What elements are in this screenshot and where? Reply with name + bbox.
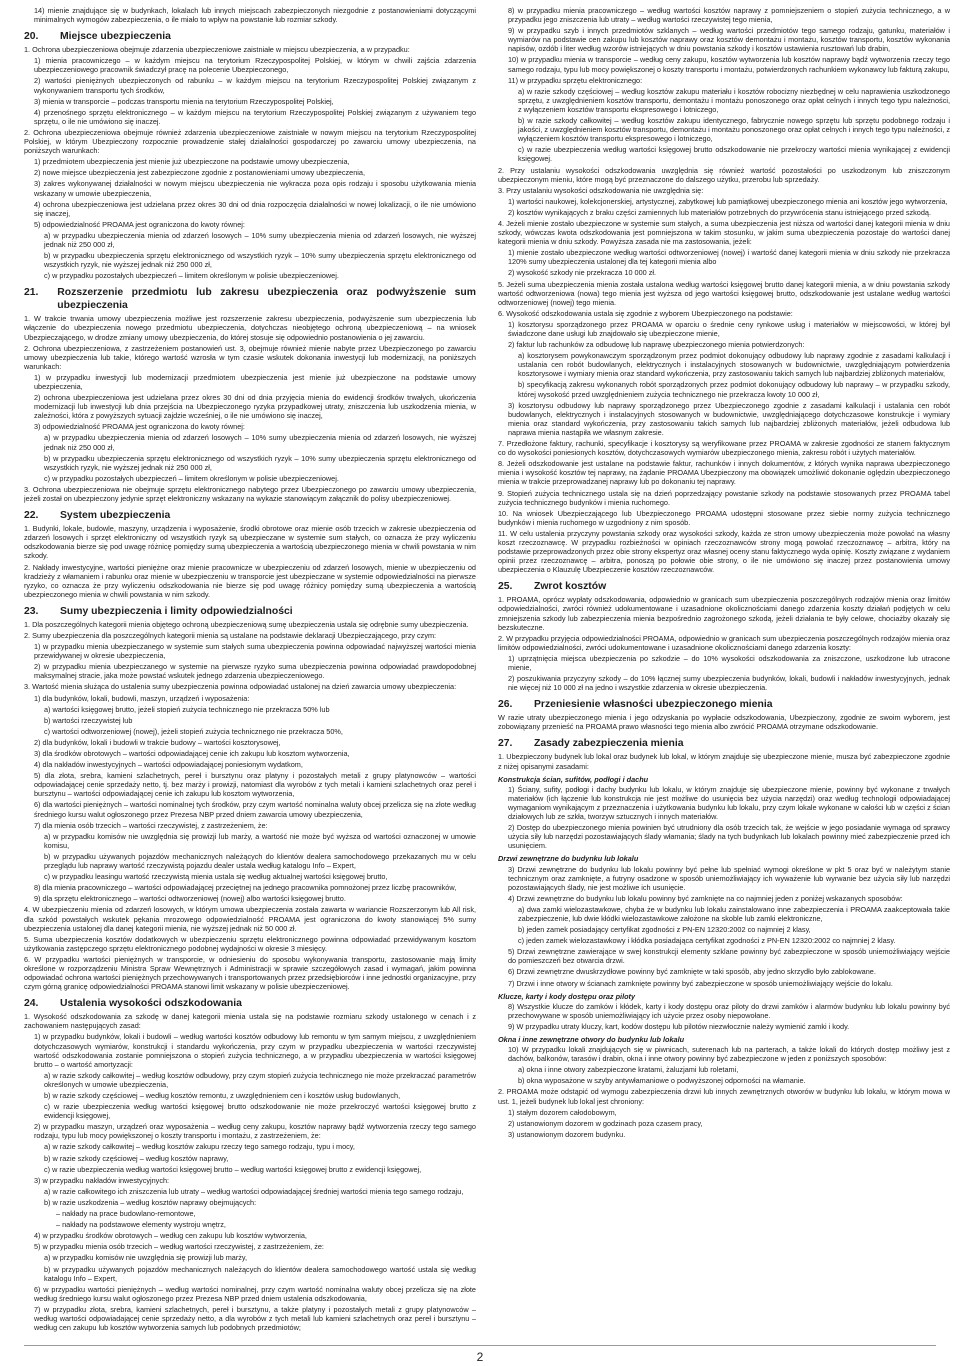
paragraph: 11) w przypadku sprzętu elektronicznego: (508, 75, 643, 85)
paragraph: 2. Przy ustalaniu wysokości odszkodowania uwzględnia się również wartość pozostałości po uszkodzonym lub zniszczonym ubezpieczonym mieniu, które mogą być przeznaczone do dalszego użytku, przerobu lub sprzedaży. (498, 165, 950, 184)
paragraph: 4. W ubezpieczeniu mienia od zdarzeń losowych, w którym umowa ubezpieczenia została zawarta w wariancie Rozszerzonym lub All risk, dla szkód powstałych wskutek pękania mrozowego odpowiedzialność PROAMA jest ograniczona do kwoty stanowiącej 5% sumy ubezpieczenia ustalonej dla danej kategorii mienia, nie wyższej jednak niż 50 000 zł. (24, 905, 476, 933)
paragraph: – nakłady na prace budowlano-remontowe, (56, 1209, 196, 1219)
paragraph: a) w razie całkowitego ich zniszczenia lub utraty – według wartości odpowiadającej średniej wartości mienia tego samego rodzaju, (44, 1186, 464, 1196)
section-title: Zwrot kosztów (534, 581, 607, 593)
section-title: Przeniesienie własności ubezpieczonego mienia (534, 699, 773, 711)
paragraph: 2) ustanowionym dozorem w godzinach poza czasem pracy, (508, 1118, 703, 1128)
paragraph: b) w przypadku używanych pojazdów mechanicznych należących do klientów dealera samochodowego przekazanych mu w celu przeglądu lub naprawy wartość rzeczywistą pojazdu dealer ustala według katalogu Info – Expert, (44, 851, 476, 871)
paragraph: 2) w przypadku mienia ubezpieczanego w systemie na pierwsze ryzyko suma ubezpieczenia powinna odpowiadać prawdopodobnej maksymalnej stracie, jaka może powstać wskutek jednego zdarzenia ubezpieczeniowego. (34, 662, 476, 681)
page-number: 2 (476, 1350, 484, 1364)
paragraph: 2) nowe miejsce ubezpieczenia jest zabezpieczone zgodnie z postanowieniami umowy ubezpieczenia, (34, 168, 365, 178)
paragraph: 2) faktur lub rachunków za odbudowę lub naprawę ubezpieczonego mienia potwierdzonych: (508, 340, 805, 350)
paragraph: 1. W trakcie trwania umowy ubezpieczenia możliwe jest rozszerzenie zakresu ubezpieczenia, podwyższenie sum ubezpieczenia lub włączenie do ubezpieczenia nowego przedmiotu ubezpieczenia, dotychczas nieobjętego ochroną ubezpieczeniową – na wniosek Ubezpieczającego, w drodze zmiany umowy ubezpieczenia, do której stosuje się odpowiednio postanowienia o jej zawarciu. (24, 314, 476, 342)
paragraph: 10. Na wniosek Ubezpieczającego lub Ubezpieczonego PROAMA udostępni stosowane przez siebie normy zużycia technicznego budynków i mienia ruchomego w uzgodniony z nim sposób. (498, 508, 950, 527)
paragraph: 3) odpowiedzialność PROAMA jest ograniczona do kwoty równej: (34, 422, 245, 432)
subheading: Okna i inne zewnętrzne otwory do budynku lub lokalu (498, 1035, 685, 1044)
paragraph: 1. Wysokość odszkodowania za szkodę w danej kategorii mienia ustala się na podstawie rozmiaru szkody ustalonego w cenach i z zachowaniem następujących zasad: (24, 1012, 476, 1031)
section-title: System ubezpieczenia (60, 510, 171, 522)
paragraph: 2) kosztów wynikających z braku części zamiennych lub materiałów potrzebnych do przywrócenia stanu istniejącego przed szkodą. (508, 207, 932, 217)
paragraph: b) jeden zamek posiadający certyfikat zgodności z PN-EN 12320:2002 co najmniej 2 klasy, (518, 925, 811, 935)
paragraph: b) w przypadku używanych pojazdów mechanicznych należących do klientów dealera samochodowego wartość ustala się według katalogu Info – Expert, (44, 1264, 476, 1283)
paragraph: – nakłady na podstawowe elementy wystroju wnętrz, (56, 1220, 226, 1230)
paragraph: 1) uprzątnięcia miejsca ubezpieczenia po szkodzie – do 10% wysokości odszkodowania za zniszczone, uszkodzone lub utracone mienie, (508, 653, 950, 672)
paragraph: a) wartości księgowej brutto, jeżeli stopień zużycia technicznego nie przekracza 50% lub (44, 704, 330, 714)
paragraph: 2. Nakłady inwestycyjne, wartości pieniężne oraz mienie pracownicze w ubezpieczeniu od zdarzeń losowych, mienie w ubezpieczeniu od kradzieży z włamaniem i rabunku oraz mienie w ubezpieczeniu w transporcie jest ubezpieczane w systemie odpowiedzialności na pierwsze ryzyko, co oznacza że przy wyliczeniu odszkodowania nie bierze się pod uwagę różnicy pomiędzy sumą ubezpieczenia a wartością ubezpieczonego mienia w chwili powstania w nim szkody. (24, 562, 476, 599)
section-heading (498, 737, 950, 750)
paragraph: 11. W celu ustalenia przyczyny powstania szkody oraz wysokości szkody, każda ze stron umowy ubezpieczenia może powołać na własny koszt rzeczoznawcę. W przypadku rozbieżności w opiniach rzeczoznawców strony mogą powołać rzeczoznawcę – arbitra, który na podstawie przeprowadzonych przez obie strony ekspertyz oraz własnej oceny stanu faktycznego wyda opinię. Koszty związane z wydaniem opinii przez rzeczoznawcę – arbitra, ponoszą po połowie obie strony, o ile nie umówiono się inaczej przez postanowienia umowy ubezpieczenia o Klauzulę Ubezpieczenie kosztów rzeczoznawców. (498, 528, 950, 575)
section (498, 737, 950, 1138)
paragraph: a) w przypadku komisów nie uwzględnia się prowizji lub marży, a wartość nie może być wyższa od wartości oznaczonej w umowie komisu, (44, 831, 476, 850)
paragraph: 8) dla mienia pracowniczego – wartości odpowiadającej przeciętnej na jednego pracownika pomnożonej przez liczbę pracowników, (34, 883, 457, 893)
paragraph: W razie utraty ubezpieczonego mienia i jego odzyskania po wypłacie odszkodowania, Ubezpieczony, zgodnie ze swoim wyborem, jest zobowiązany przenieść na PROAMA prawo własności tego mienia albo zwrócić PROAMA otrzymane odszkodowanie. (498, 713, 950, 732)
paragraph: 3) Drzwi zewnętrzne do budynku lub lokalu powinny być pełne lub spełniać wymogi określone w pkt 5 oraz być w należytym stanie technicznym oraz zamknięte, a futryny osadzone w sposób uniemożliwiający ich wyważenie lub wyrwanie bez użycia siły lub narzędzi pozostawiających ślady, nie jest możliwe ich usunięcie. (508, 864, 950, 892)
paragraph: 3) kosztorysu odbudowy lub naprawy sporządzonego przez Ubezpieczonego zgodnie z zasadami kalkulacji i ustalania cen robót budowlanych, elektrycznych i instalacyjnych stosowanych w budownictwie, uwzględniającego dotychczasowe konstrukcje i wymiary mienia oraz standard wykończenia, przy zastosowaniu takich samych lub najbardziej zbliżonych materiałów, jeżeli odbudowa lub naprawa mienia nastąpiła we własnym zakresie. (508, 400, 950, 437)
paragraph: 1) kosztorysu sporządzonego przez PROAMA w oparciu o średnie ceny rynkowe usług i materiałów w miejscowości, w której był świadczone dane usługi lub znajdowało się ubezpieczone mienie, (508, 319, 950, 338)
section-heading (24, 509, 476, 522)
section-title: Ustalenia wysokości odszkodowania (60, 998, 242, 1010)
paragraph: c) wartości odtworzeniowej (nowej), jeżeli stopień zużycia technicznego nie przekracza 50%, (44, 726, 343, 736)
paragraph: 3) zakres wykonywanej działalności w nowym miejscu ubezpieczenia nie wykracza poza opis rodzaju i sposobu użytkowania mienia wskazany w umowie ubezpieczenia, (34, 179, 476, 198)
left-column (24, 6, 476, 1346)
paragraph: 8) Wszystkie klucze do zamków i kłódek, karty i kody dostępu oraz piloty do drzwi zamków i alarmów budynku lub lokalu powinny być przechowywane w sposób uniemożliwiający ich użycie przez osoby niepowołane. (508, 1001, 950, 1020)
paragraph: 4. Jeżeli mienie zostało ubezpieczone w systemie sum stałych, a suma ubezpieczenia jest niższa od wartości danej kategorii mienia w dniu szkody, wówczas kwota odszkodowania jest pomniejszona w takim stosunku, w jakim suma ubezpieczenia pozostaje do wartości danej kategorii mienia w dniu szkody. Powyższa zasada nie ma zastosowania, jeżeli: (498, 218, 950, 247)
paragraph: 7. Przedłożone faktury, rachunki, specyfikacje i kosztorysy są weryfikowane przez PROAMA w zakresie zgodności ze stanem faktycznym co do wysokości poniesionych kosztów, dotychczasowych wymiarów ubezpieczonego mienia, zakresu robót i użytych materiałów. (498, 439, 950, 458)
paragraph: 3) ustanowionym dozorem budynku. (508, 1129, 626, 1139)
paragraph: b) w razie uszkodzenia – według kosztów naprawy obejmujących: (44, 1197, 257, 1207)
paragraph: 8) w przypadku mienia pracowniczego – według wartości kosztów naprawy z pomniejszeniem o stopień zużycia technicznego, a w przypadku jego zniszczenia lub utraty – według wartości rzeczywistej tego mienia, (508, 6, 950, 25)
paragraph: b) w przypadku ubezpieczenia sprzętu elektronicznego od wszystkich ryzyk – 10% sumy ubezpieczenia sprzętu elektronicznego od wszystkich ryzyk, nie wyższej jednak niż 250 000 zł, (44, 251, 476, 270)
paragraph: 1) Ściany, sufity, podłogi i dachy budynku lub lokalu, w którym znajduje się ubezpieczone mienie, powinny być wykonane z trwałych materiałów (ich łączenie lub konstrukcja nie jest możliwe do usunięcia bez użycia narzędzi) oraz według technologii odpowiadającej wymaganiom wynikającym z przeznaczenia i użytkowania budynku lub lokalu, przy czym lokale wykonane w całości lub w części z ścian działowych lub ze szkła, tworzyw sztucznych i innych materiałów. (508, 784, 950, 822)
right-column (498, 6, 950, 1346)
paragraph: 3) dla środków obrotowych – wartości odpowiadającej cenie ich zakupu lub kosztom wytworzenia, (34, 749, 350, 758)
paragraph: 10) W przypadku lokali znajdujących się w piwnicach, suterenach lub na parterach, a także lokali do których dostęp możliwy jest z dachów, balkonów, tarasów i drabin, okna i inne otwory powinny być zabezpieczone w jeden z poniższych sposobów: (508, 1045, 950, 1064)
paragraph: 1. PROAMA, oprócz wypłaty odszkodowania, odpowiednio w granicach sum ubezpieczenia poszczególnych rodzajów mienia oraz limitów odpowiedzialności, zwróci również udokumentowane i uzasadnione okolicznościami danego zdarzenia koszty działań podjętych w celu zmniejszenia szkody lub zabezpieczenia mienia bezpośrednio zagrożonego szkodą, jeżeli działania te były celowe, chociażby okazały się bezskuteczne. (498, 595, 950, 632)
paragraph: 3. Ochrona ubezpieczeniowa nie obejmuje sprzętu elektronicznego nabytego przez Ubezpieczonego po zawarciu umowy ubezpieczenia, jeżeli został on ubezpieczony jedynie sprzęt elektroniczny wskazany na wykazie stanowiącym załącznik do polisy ubezpieczeniowej. (24, 484, 476, 504)
section-number: 20. (24, 31, 39, 43)
section (498, 580, 950, 692)
paragraph: b) w przypadku ubezpieczenia sprzętu elektronicznego od wszystkich ryzyk – 10% sumy ubezpieczenia sprzętu elektronicznego od wszystkich ryzyk, nie wyższej jednak niż 250 000 zł, (44, 453, 476, 472)
section-number: 24. (24, 998, 39, 1010)
section-number: 23. (24, 605, 39, 617)
paragraph: b) w razie szkody częściowej – według kosztów naprawy, (44, 1153, 229, 1163)
paragraph: 9) dla sprzętu elektronicznego – wartości odtworzeniowej (nowej) albo wartości księgowej brutto. (34, 894, 346, 904)
paragraph: 4) ochrona ubezpieczeniowa jest udzielana przez okres 30 dni od dnia rozpoczęcia działalności w nowej lokalizacji, o ile nie umówiono się inaczej, (34, 199, 476, 218)
section-heading (24, 30, 476, 43)
paragraph: c) w razie ubezpieczenia według wartości księgowej brutto odszkodowanie nie może przekroczyć wartości księgowej brutto z ewidencji księgowej, (44, 1102, 476, 1121)
paragraph: 1) dla budynków, lokali, budowli, maszyn, urządzeń i wyposażenia: (34, 693, 250, 703)
section-heading (498, 698, 950, 711)
paragraph: c) w razie ubezpieczenia według wartości księgowej brutto odszkodowanie nie przekroczy wartości mienia wynikającej z ewidencji księgowej. (518, 145, 950, 164)
paragraph: b) w razie szkody całkowitej – według kosztów zakupu identycznego, fabrycznie nowego sprzętu lub sprzętu podobnego rodzaju i jakości, z uwzględnieniem kosztów transportu, demontażu i montażu ponoszonego oraz opłat celnych i innych tego typu należności, z wyłączeniem kosztów transportu ekspresowego i lotniczego, (518, 116, 950, 144)
paragraph: c) jeden zamek wielozastawkowy i kłódka posiadająca certyfikat zgodności z PN-EN 12320:2002 co najmniej 2 klasy. (518, 936, 896, 946)
paragraph: 2. W przypadku przyjęcia odpowiedzialności PROAMA, odpowiednio w granicach sum ubezpieczenia poszczególnych rodzajów mienia oraz limitów odpowiedzialności, zwróci udokumentowane i uzasadnione okolicznościami danego zdarzenia koszty: (498, 633, 950, 652)
paragraph: 1) wartości naukowej, kolekcjonerskiej, artystycznej, zabytkowej lub pamiątkowej ubezpieczonego mienia ani kosztów jego wytworzenia, (508, 196, 948, 206)
section-title: Miejsce ubezpieczenia (60, 31, 171, 43)
paragraph: a) kosztorysem powykonawczym sporządzonym przez podmiot dokonujący odbudowy lub naprawy zgodnie z zasadami kalkulacji i ustalania cen robót budowlanych, elektrycznych i instalacyjnych stosowanych w budownictwie, uwzględniającym potwierdzenia kosztorysowe i wymiary mienia oraz standard wykończenia, przy zastosowaniu takich samych lub najbardziej zbliżonych materiałów, (518, 351, 950, 379)
paragraph: 2. Sumy ubezpieczenia dla poszczególnych kategorii mienia są ustalane na podstawie deklaracji Ubezpieczającego, przy czym: (24, 630, 437, 640)
section-title: Rozszerzenie przedmiotu lub zakresu ubezpieczenia oraz podwyższenie sum ubezpieczenia (57, 287, 476, 312)
paragraph: 3) mienia w transporcie – podczas transportu mienia na terytorium Rzeczypospolitej Polskiej, (34, 96, 334, 106)
right-intro (498, 6, 950, 574)
section-heading (24, 605, 476, 618)
right-sections (498, 580, 950, 1139)
section (24, 30, 476, 280)
section-number: 26. (498, 699, 513, 711)
paragraph: 3. Wartość mienia służąca do ustalenia sumy ubezpieczenia powinna odpowiadać ustalonej na dzień zawarcia umowy ubezpieczenia: (24, 682, 457, 692)
section (24, 605, 476, 991)
paragraph: 7) w przypadku złota, srebra, kamieni szlachetnych, pereł i bursztynu, a także platyny i pozostałych metali z grupy platynowców – według wartości odpowiadającej cenie sprzedaży netto, a dla wyrobów z tych metali lub kamieni szlachetnych oraz pereł i bursztynu – według cen zakupu lub kosztów wytworzenia samych lub podobnych przedmiotów; (34, 1304, 476, 1333)
subheading: Konstrukcja ścian, sufitów, podłogi i dachu (498, 774, 649, 784)
section-heading (24, 286, 476, 312)
paragraph: 5. Jeżeli suma ubezpieczenia mienia została ustalona według wartości księgowej brutto danej kategorii mienia, a w dniu powstania szkody wartość odtworzeniowa (nowa) tego mienia jest wyższa od jego wartości księgowej brutto, odszkodowanie jest ustalane według wartości odtworzeniowej (nowej) tego mienia. (498, 279, 950, 307)
paragraph: 2) wysokość szkody nie przekracza 10 000 zł. (508, 268, 657, 278)
paragraph: 7) dla mienia osób trzecich – wartości rzeczywistej, z zastrzeżeniem, że: (34, 820, 268, 830)
paragraph: 2) Dostęp do ubezpieczonego mienia powinien być utrudniony dla osób trzecich tak, że wejście w jego posiadanie wymaga od sprawcy użycia siły lub narzędzi pozostawiających ślady włamania; ślady na tych budynkach lub lokalach powinny mieć zabezpieczenie przed ich usunięciem. (508, 823, 950, 851)
paragraph: a) w przypadku ubezpieczenia mienia od zdarzeń losowych – 10% sumy ubezpieczenia mienia od zdarzeń losowych, nie wyższej jednak niż 250 000 zł, (44, 230, 476, 249)
section-heading (498, 580, 950, 593)
paragraph: c) w razie ubezpieczenia według wartości księgowej brutto – według wartości księgowej brutto z ewidencji księgowej, (44, 1164, 422, 1174)
section-title: Sumy ubezpieczenia i limity odpowiedzialności (60, 605, 293, 617)
paragraph: 2) poszukiwania przyczyny szkody – do 10% łącznej sumy ubezpieczenia budynków, lokali, budowli i nakładów inwestycyjnych, jednak nie więcej niż 10 000 zł na jedno i wszystkie zdarzenia w okresie ubezpieczenia. (508, 674, 950, 693)
paragraph: 1) mienia pracowniczego – w każdym miejscu na terytorium Rzeczypospolitej Polskiej, w którym w chwili zajścia zdarzenia ubezpieczeniowego pracownik świadczył pracę na polecenie Ubezpieczonego, (34, 56, 476, 75)
paragraph: a) okna i inne otwory zabezpieczone kratami, żaluzjami lub roletami, (518, 1065, 739, 1075)
paragraph: 3) w przypadku nakładów inwestycyjnych: (34, 1175, 170, 1185)
paragraph: a) w przypadku komisów nie uwzględnia się prowizji lub marży, (44, 1253, 248, 1263)
left-sections (24, 30, 476, 1332)
paragraph: 5) odpowiedzialność PROAMA jest ograniczona do kwoty równej: (34, 219, 245, 229)
section-number: 21. (24, 287, 39, 299)
section-number: 22. (24, 510, 39, 522)
paragraph: 9) W przypadku utraty kluczy, kart, kodów dostępu lub pilotów niezwłocznie należy wymienić zamki i kody. (508, 1021, 850, 1031)
paragraph: c) w przypadku pozostałych ubezpieczeń – limitem określonym w polisie ubezpieczeniowej. (44, 271, 339, 281)
paragraph: 2) w przypadku maszyn, urządzeń oraz wyposażenia – według ceny zakupu, kosztów naprawy bądź wytworzenia rzeczy tego samego rodzaju, typu lub mocy powiększonej o koszty transportu i montażu, z zastrzeżeniem, że: (34, 1122, 476, 1141)
paragraph: b) w razie szkody częściowej – według kosztów remontu, z uwzględnieniem cen i kosztów usług budowlanych, (44, 1091, 401, 1100)
paragraph: 9. Stopień zużycia technicznego ustala się na dzień poprzedzający powstanie szkody na podstawie stosowanych przez PROAMA tabel zużycia technicznego budynków i mienia ruchomego. (498, 488, 950, 507)
section-title: Zasady zabezpieczenia mienia (534, 738, 684, 750)
paragraph: 2. Ochrona ubezpieczeniowa obejmuje również zdarzenia ubezpieczeniowe zaistniałe w nowym miejscu na terytorium Rzeczypospolitej Polskiej, w którym Ubezpieczony rozpocznie prowadzenie stałej działalności gospodarczej po zawarciu umowy ubezpieczenia, na poniższych warunkach: (24, 127, 476, 156)
paragraph: 1. Dla poszczególnych kategorii mienia objętego ochroną ubezpieczeniową sumę ubezpieczenia ustala się odrębnie sumy ubezpieczenia. (24, 619, 469, 629)
paragraph: 6. Wysokość odszkodowania ustala się zgodnie z wyborem Ubezpieczonego na podstawie: (498, 308, 793, 318)
paragraph: 6. W przypadku wartości pieniężnych w transporcie, w odniesieniu do sposobu wykonywania transportu, zastosowanie mają limity określone w rozporządzeniu Ministra Spraw Wewnętrznych i Administracji w sprawie szczegółowych zasad i wymagań, jakim powinna odpowiadać ochrona wartości pieniężnych przechowywanych i transportowanych przez przedsiębiorców i inne jednostki organizacyjne, przy czym górną granicę odpowiedzialności PROAMA stanowi limit wskazany w polisie ubezpieczeniowej. (24, 954, 476, 992)
paragraph: a) w razie szkody częściowej – według kosztów zakupu materiału i kosztów robocizny niezbędnej w celu naprawienia uszkodzonego sprzętu, z uwzględnieniem kosztów transportu, demontażu i montażu ponoszonego oraz opłat celnych i innych tego typu należności, z wyłączeniem kosztów transportu ekspresowego i lotniczego, (518, 86, 950, 114)
paragraph: 1) przedmiotem ubezpieczenia jest mienie już ubezpieczone na podstawie umowy ubezpieczenia, (34, 157, 350, 167)
paragraph: 1) w przypadku inwestycji lub modernizacji przedmiotem ubezpieczenia jest mienie już ubezpieczone na podstawie umowy ubezpieczenia, (34, 372, 476, 391)
paragraph: 6) w przypadku wartości pieniężnych – według wartości nominalnej, przy czym wartość nominalna waluty obcej przelicza się na złote według średniego kursu walut ogłoszonego przez Prezesa NBP przed dniem ustalenia odszkodowania, (34, 1284, 476, 1303)
paragraph: 2) dla budynków, lokali i budowli w trakcie budowy – wartości kosztorysowej, (34, 737, 281, 747)
section (24, 286, 476, 503)
paragraph: 1) mienie zostało ubezpieczone według wartości odtworzeniowej (nowej) i wartość danej kategorii mienia w dniu szkody nie przekracza 120% sumy ubezpieczenia ustalonej dla tej kategorii mienia albo (508, 248, 950, 267)
paragraph: 14) mienie znajdujące się w budynkach, lokalach lub innych miejscach zabezpieczonych niezgodnie z postanowieniami dotyczącymi minimalnych wymogów zabezpieczenia, o ile miało to wpływ na powstanie lub rozmiar szkody. (34, 6, 476, 25)
paragraph: 4) dla nakładów inwestycyjnych – wartości odpowiadającej poniesionym wydatkom, (34, 760, 303, 770)
paragraph: a) dwa zamki wielozastawkowe, chyba że w budynku lub lokalu zainstalowano inne zabezpieczenia i PROAMA zaakceptowała takie zabezpieczenie, lub dwie kłódki wielozastawkowe założone na skoble lub zamki elektroniczne, (518, 904, 950, 923)
section-number: 25. (498, 581, 513, 593)
paragraph: c) w przypadku leasingu wartość rzeczywistą mienia ustala się według aktualnej wartości księgowej brutto, (44, 872, 388, 882)
paragraph: 2) wartości pieniężnych ubezpieczonych od rabunku – w każdym miejscu na terytorium Rzeczypospolitej Polskiej związanym z wykonywaniem transportu tych środków, (34, 76, 476, 95)
paragraph: a) w razie szkody całkowitej – według kosztów odbudowy, przy czym stopień zużycia technicznego nie może przekraczać parametrów określonych w umowie ubezpieczenia, (44, 1070, 476, 1089)
left-intro (24, 6, 476, 24)
paragraph: 5) Drzwi zewnętrzne zawierające w swej konstrukcji elementy szklane powinny być zabezpieczone w sposób uniemożliwiający wejście do pomieszczeń bez otwarcia drzwi. (508, 947, 950, 966)
section-heading (24, 997, 476, 1010)
paragraph: 4) przenośnego sprzętu elektronicznego – w każdym miejscu na terytorium Rzeczypospolitej Polskiej związanym z używaniem tego sprzętu, o ile nie umówiono się inaczej. (34, 107, 476, 126)
paragraph: 5. Suma ubezpieczenia kosztów dodatkowych w ubezpieczeniu sprzętu elektronicznego powinna odpowiadać przewidywanym kosztom użytkowania zastępczego sprzętu elektronicznego podobnej wydajności w okresie 3 miesięcy. (24, 934, 476, 953)
paragraph: b) specyfikacją zakresu wykonanych robót sporządzonych przez podmiot dokonujący odbudowy lub naprawy – w przypadku szkody, której wysokość przed uwzględnieniem zużycia technicznego nie przekracza kwoty 10 000 zł, (518, 380, 950, 399)
paragraph: 2. Ochrona ubezpieczeniowa, z zastrzeżeniem postanowień ust. 3, obejmuje również mienie nabyte przez Ubezpieczonego po zawarciu umowy ubezpieczenia lub takie, którego wartość wzrosła w tym czasie wskutek dokonania inwestycji lub modernizacji, na poniższych warunkach: (24, 343, 476, 371)
paragraph: 9) w przypadku szyb i innych przedmiotów szklanych – według wartości przedmiotów tego samego rodzaju, gatunku, materiałów i wymiarów na podstawie cen zakupu lub kosztów naprawy oraz kosztów demontażu i montażu, kosztów transportu, kosztów wykonania napisów, ozdób i liter według wzorów istniejących w dniu powstania szkody i kosztów ustawienia rusztowań lub drabin, (508, 26, 950, 54)
paragraph: 3. Przy ustalaniu wysokości odszkodowania nie uwzględnia się: (498, 185, 704, 195)
section-number: 27. (498, 738, 513, 750)
paragraph: 1. Ubezpieczony budynek lub lokal oraz budynek lub lokal, w którym znajduje się ubezpieczone mienie, musza być zabezpieczone zgodnie z niżej opisanymi zasadami: (498, 752, 950, 771)
subheading: Drzwi zewnętrzne do budynku lub lokalu (498, 854, 639, 864)
paragraph: b) wartości rzeczywistej lub (44, 715, 133, 725)
paragraph: b) okna wyposażone w szyby antywłamaniowe o podwyższonej odporności na włamanie. (518, 1076, 806, 1086)
paragraph: 1) w przypadku budynków, lokali i budowli – według wartości kosztów odbudowy lub remontu w tym samym miejscu, z uwzględnieniem dotychczasowych wymiarów, konstrukcji i standardu wykończenia, przy czym w przypadku ubezpieczenia w wartości rzeczywistej wartość odszkodowania zostanie pomniejszona o stopień zużycia technicznego, a w przypadku ubezpieczenia w wartości księgowej brutto – o wartość amortyzacji: (34, 1032, 476, 1069)
paragraph: 1) stałym dozorem całodobowym, (508, 1107, 617, 1117)
paragraph: 10) w przypadku mienia w transporcie – według ceny zakupu, kosztów wytworzenia lub kosztów naprawy bądź wytworzenia rzeczy tego samego rodzaju, typu lub mocy powiększonej o koszty transportu i montażu, potwierdzonych rachunkiem wykonawcy lub fakturą zakupu, (508, 55, 950, 74)
paragraph: 5) w przypadku mienia osób trzecich – według wartości rzeczywistej, z zastrzeżeniem, że: (34, 1242, 324, 1252)
section (24, 509, 476, 599)
paragraph: 2. PROAMA może odstąpić od wymogu zabezpieczenia drzwi lub innych zewnętrznych otworów w budynku lub lokalu, w którym mowa w ust. 1, jeżeli budynek lub lokal jest chroniony: (498, 1087, 950, 1106)
paragraph: c) w przypadku pozostałych ubezpieczeń – limitem określonym w polisie ubezpieczeniowej. (44, 473, 339, 483)
section (24, 997, 476, 1332)
paragraph: a) w przypadku ubezpieczenia mienia od zdarzeń losowych – 10% sumy ubezpieczenia mienia od zdarzeń losowych, nie wyższej jednak niż 250 000 zł, (44, 433, 476, 452)
paragraph: a) w razie szkody całkowitej – według kosztów zakupu rzeczy tego samego rodzaju, typu i mocy, (44, 1142, 355, 1152)
paragraph: 2) ochrona ubezpieczeniowa jest udzielana przez okres 30 dni od dnia przyjęcia mienia do ewidencji środków trwałych, ukończenia modernizacji lub inwestycji lub dnia przejścia na Ubezpieczonego ryzyka przypadkowej utraty, zniszczenia lub uszkodzenia mienia, w zależności, która z powyższych sytuacji zajdzie wcześniej, o ile nie umówiono się inaczej, (34, 393, 476, 421)
footer-rule (24, 1345, 936, 1346)
paragraph: 7) Drzwi i inne otwory w ścianach zamknięte powinny być zabezpieczone w sposób uniemożliwiający wejście do lokalu. (508, 978, 893, 988)
paragraph: 1. Ochrona ubezpieczeniowa obejmuje zdarzenia ubezpieczeniowe zaistniałe w miejscu ubezpieczenia, a w przypadku: (24, 45, 410, 55)
section (498, 698, 950, 731)
paragraph: 6) Drzwi zewnętrzne dwuskrzydłowe powinny być zamknięte w taki sposób, aby jedno skrzydło było zablokowane. (508, 967, 876, 977)
paragraph: 5) dla złota, srebra, kamieni szlachetnych, pereł i bursztynu oraz platyny i pozostałych metali z grupy platynowców – wartości odpowiadającej cenie sprzedaży netto, tj. bez marży i prowizji, natomiast dla wyrobów z tych metali i kamieni szlachetnych oraz pereł i bursztynu – wartości odpowiadającej cenie ich zakupu lub kosztom wytworzenia, (34, 771, 476, 799)
paragraph: 1. Budynki, lokale, budowle, maszyny, urządzenia i wyposażenie, środki obrotowe oraz mienie osób trzecich w zakresie ubezpieczenia od zdarzeń losowych i sprzęt elektroniczny od wszystkich ryzyk są ubezpieczane w systemie sum stałych, co oznacza że przy wyliczeniu odszkodowania bierze się pod uwagę różnicę pomiędzy sumą ubezpieczenia a wartością ubezpieczonego mienia w chwili powstania w nim szkody. (24, 524, 476, 561)
paragraph: 4) w przypadku środków obrotowych – według cen zakupu lub kosztów wytworzenia, (34, 1231, 307, 1241)
paragraph: 8. Jeżeli odszkodowanie jest ustalane na podstawie faktur, rachunków i innych dokumentów, z których wynika naprawa ubezpieczonego mienia i wysokość kosztów tej naprawy, na żądanie PROAMA Ubezpieczony ma obowiązek umożliwić dokonanie oględzin ubezpieczonego mienia w trakcie przeprowadzanej naprawy lub po dokonaniu tej naprawy. (498, 459, 950, 487)
paragraph: 4) Drzwi zewnętrzne do budynku lub lokalu powinny być zamknięte na co najmniej jeden z poniżej wskazanych sposobów: (508, 893, 903, 903)
paragraph: 6) dla wartości pieniężnych – wartości nominalnej tych środków, przy czym wartość nominalna waluty obcej przelicza się na złote według średniego kursu walut ogłoszonego przez Prezesa NBP przed dniem zawarcia umowy ubezpieczenia, (34, 800, 476, 819)
paragraph: 1) w przypadku mienia ubezpieczanego w systemie sum stałych suma ubezpieczenia powinna odpowiadać najwyższej wartości mienia przewidywanej w okresie ubezpieczenia, (34, 642, 476, 661)
subheading: Klucze, karty i kody dostępu oraz piloty (498, 991, 636, 1001)
